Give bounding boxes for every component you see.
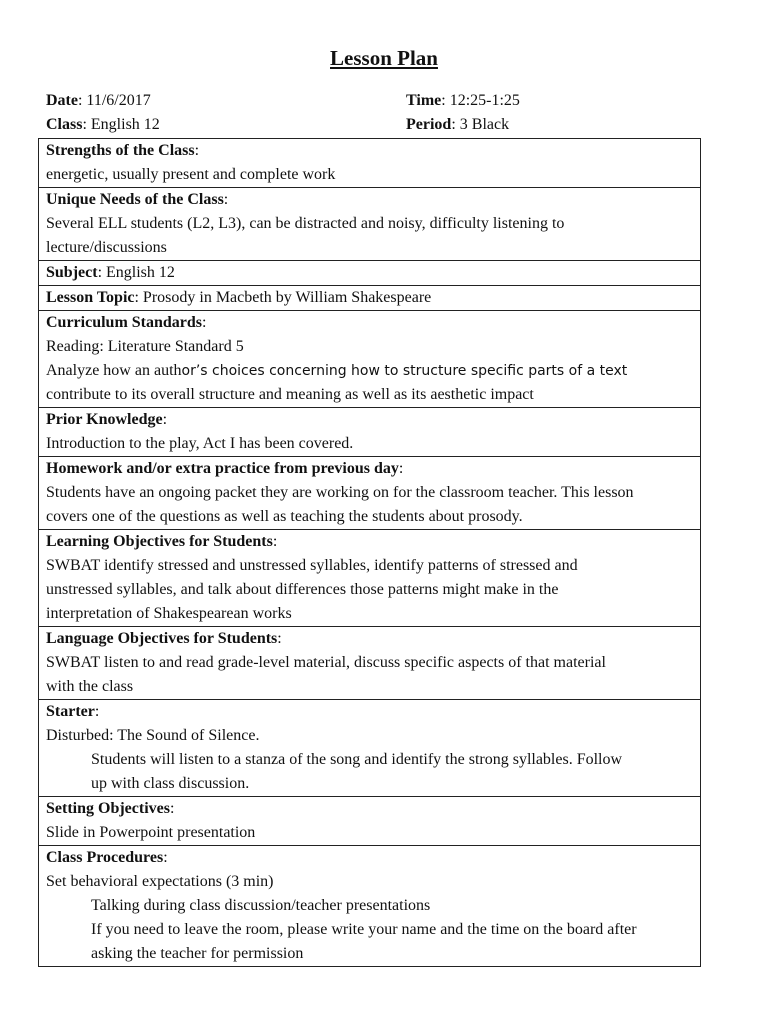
subject-value: : English 12 (97, 264, 175, 281)
standards-text-line: Reading: Literature Standard 5 (46, 338, 244, 355)
procedures-text-line: asking the teacher for permission (91, 945, 304, 962)
standards-cell (39, 311, 701, 408)
standards-text-part: Analyze how an auth (46, 362, 182, 379)
starter-text-line: Disturbed: The Sound of Silence. (46, 727, 260, 744)
procedures-label: Class Procedures (46, 849, 164, 866)
setting-text: Slide in Powerpoint presentation (46, 824, 256, 841)
prior-row (39, 408, 701, 457)
homework-text-line: Students have an ongoing packet they are working on for the classroom teacher. This lesson (46, 484, 634, 501)
language-label: Language Objectives for Students (46, 630, 278, 647)
procedures-cell (39, 846, 701, 967)
colon: : (169, 800, 175, 817)
class-value: : English 12 (82, 116, 160, 133)
learning-text-line: interpretation of Shakespearean works (46, 605, 292, 622)
homework-row (39, 457, 701, 530)
language-text-line: with the class (46, 678, 134, 695)
needs-text-line: Several ELL students (L2, L3), can be distracted and noisy, difficulty listening to (46, 215, 565, 232)
homework-text-line: covers one of the questions as well as teaching the students about prosody. (46, 508, 523, 525)
setting-cell (39, 797, 701, 846)
colon: : (162, 411, 168, 428)
class-field (46, 113, 160, 137)
subject-label: Subject (46, 264, 98, 281)
time-label: Time (406, 92, 442, 109)
colon: : (223, 191, 229, 208)
prior-cell (39, 408, 701, 457)
starter-label: Starter (46, 703, 95, 720)
standards-row (39, 311, 701, 408)
needs-row (39, 188, 701, 261)
language-cell (39, 627, 701, 700)
needs-cell (39, 188, 701, 261)
topic-row (39, 286, 701, 311)
colon: : (277, 630, 282, 647)
strengths-text: energetic, usually present and complete work (46, 166, 336, 183)
standards-text-line (46, 359, 694, 383)
topic-value: : Prosody in Macbeth by William Shakespeare (134, 289, 432, 306)
procedures-row (39, 846, 701, 967)
colon: : (94, 703, 100, 720)
strengths-label: Strengths of the Class (46, 142, 195, 159)
learning-text-line: SWBAT identify stressed and unstressed syllables, identify patterns of stressed and (46, 557, 578, 574)
document-title: Lesson Plan (330, 46, 438, 70)
time-field (406, 89, 520, 113)
starter-row (39, 700, 701, 797)
topic-cell (39, 286, 701, 311)
prior-text: Introduction to the play, Act I has been covered. (46, 435, 354, 452)
standards-text-line: contribute to its overall structure and meaning as well as its aesthetic impact (46, 386, 534, 403)
subject-cell (39, 261, 701, 286)
colon: : (194, 142, 200, 159)
starter-text-line: Students will listen to a stanza of the song and identify the strong syllables. Follow (91, 751, 623, 768)
period-field (406, 113, 509, 137)
strengths-cell (39, 139, 701, 188)
needs-label: Unique Needs of the Class (46, 191, 224, 208)
procedures-text-line: If you need to leave the room, please write your name and the time on the board after (91, 921, 637, 938)
date-label: Date (46, 92, 78, 109)
strengths-row (39, 139, 701, 188)
learning-row (39, 530, 701, 627)
homework-label: Homework and/or extra practice from previous day (46, 460, 399, 477)
learning-text-line: unstressed syllables, and talk about differences those patterns might make in the (46, 581, 559, 598)
language-row (39, 627, 701, 700)
homework-cell (39, 457, 701, 530)
colon: : (272, 533, 278, 550)
date-value: : 11/6/2017 (77, 92, 151, 109)
starter-cell (39, 700, 701, 797)
prior-label: Prior Knowledge (46, 411, 163, 428)
standards-label: Curriculum Standards (46, 314, 203, 331)
lesson-plan-table (38, 138, 701, 967)
needs-text-line: lecture/discussions (46, 239, 167, 256)
procedures-text-line: Set behavioral expectations (3 min) (46, 873, 274, 890)
date-field (46, 89, 151, 113)
topic-label: Lesson Topic (46, 289, 135, 306)
language-text-line: SWBAT listen to and read grade-level material, discuss specific aspects of that material (46, 654, 606, 671)
colon: : (163, 849, 168, 866)
class-label: Class (46, 116, 83, 133)
subject-row (39, 261, 701, 286)
period-label: Period (406, 116, 452, 133)
procedures-text-line: Talking during class discussion/teacher presentations (91, 897, 431, 914)
time-value: : 12:25-1:25 (441, 92, 520, 109)
colon: : (398, 460, 404, 477)
standards-text-part: or’s choices concerning how to structure specific parts of a text (181, 363, 628, 379)
colon: : (202, 314, 207, 331)
period-value: : 3 Black (451, 116, 510, 133)
learning-cell (39, 530, 701, 627)
setting-label: Setting Objectives (46, 800, 170, 817)
starter-text-line: up with class discussion. (91, 775, 250, 792)
learning-label: Learning Objectives for Students (46, 533, 273, 550)
setting-row (39, 797, 701, 846)
